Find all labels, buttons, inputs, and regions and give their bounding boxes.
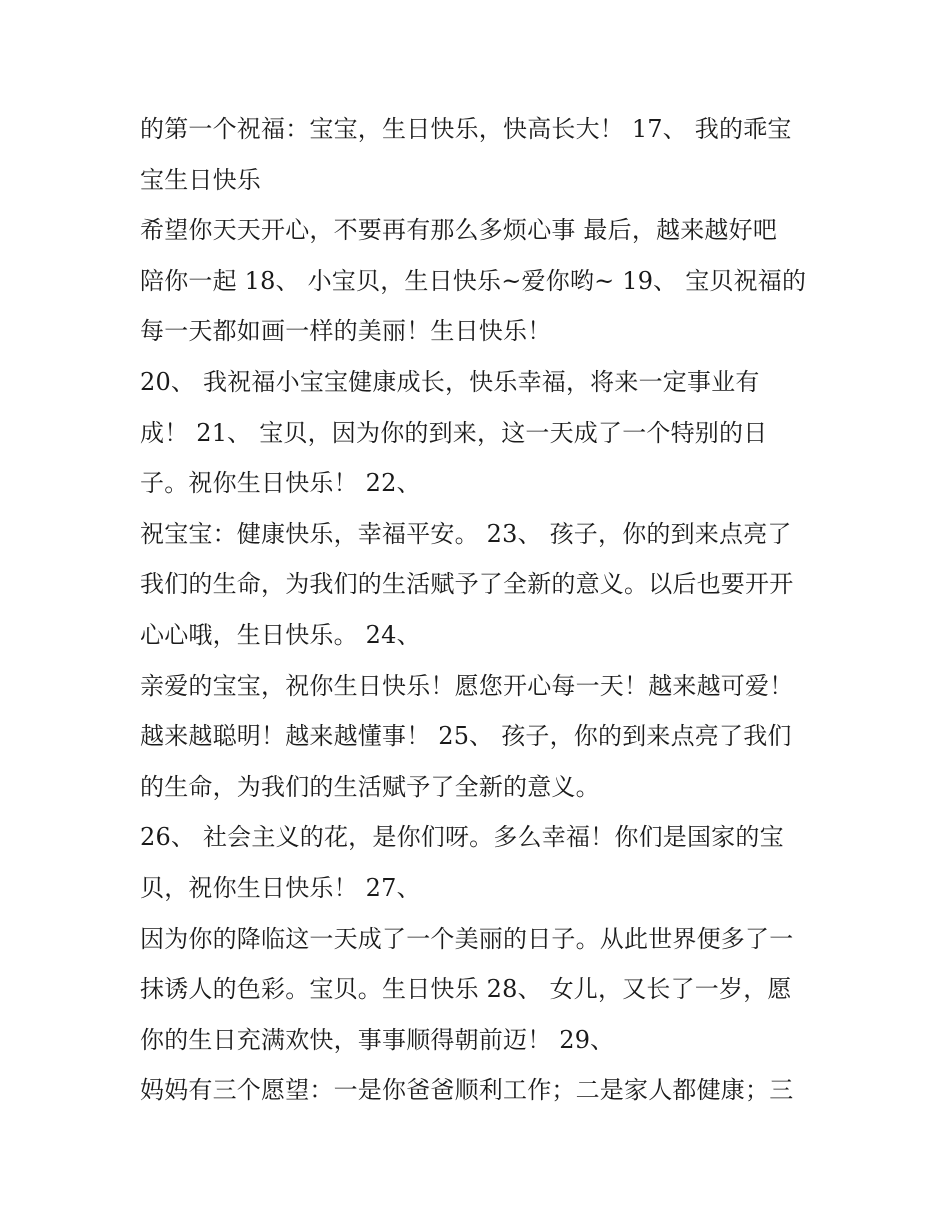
text-line: 26、 社会主义的花，是你们呀。多么幸福！你们是国家的宝 — [140, 823, 784, 852]
text-line: 20、 我祝福小宝宝健康成长，快乐幸福，将来一定事业有 — [140, 367, 760, 396]
text-line: 因为你的降临这一天成了一个美丽的日子。从此世界便多了一 — [140, 924, 794, 953]
text-line: 祝宝宝：健康快乐，幸福平安。 23、 孩子，你的到来点亮了 — [140, 519, 792, 548]
body-text — [140, 104, 830, 1116]
text-line: 陪你一起 18、 小宝贝，生日快乐~爱你哟~ 19、 宝贝祝福的 — [140, 266, 807, 295]
text-line: 我们的生命，为我们的生活赋予了全新的意义。以后也要开开 — [140, 570, 794, 599]
text-line: 贝，祝你生日快乐！ 27、 — [140, 873, 421, 902]
text-line: 的生命，为我们的生活赋予了全新的意义。 — [140, 772, 600, 801]
text-line: 子。祝你生日快乐！ 22、 — [140, 469, 421, 498]
text-line: 宝生日快乐 — [140, 165, 261, 194]
text-line: 你的生日充满欢快，事事顺得朝前迈！ 29、 — [140, 1025, 615, 1054]
text-line: 亲爱的宝宝，祝你生日快乐！愿您开心每一天！越来越可爱！ — [140, 671, 794, 700]
text-line: 每一天都如画一样的美丽！生日快乐！ — [140, 317, 552, 346]
text-line: 越来越聪明！越来越懂事！ 25、 孩子，你的到来点亮了我们 — [140, 722, 792, 751]
text-line: 抹诱人的色彩。宝贝。生日快乐 28、 女儿，又长了一岁，愿 — [140, 975, 792, 1004]
text-line: 希望你天天开心，不要再有那么多烦心事 最后，越来越好吧 — [140, 216, 778, 245]
text-line: 心心哦，生日快乐。 24、 — [140, 620, 421, 649]
text-line: 成！ 21、 宝贝，因为你的到来，这一天成了一个特别的日 — [140, 418, 768, 447]
text-line: 的第一个祝福：宝宝，生日快乐，快高长大！ 17、 我的乖宝 — [140, 115, 792, 143]
text-line: 妈妈有三个愿望：一是你爸爸顺利工作；二是家人都健康；三 — [140, 1076, 794, 1105]
